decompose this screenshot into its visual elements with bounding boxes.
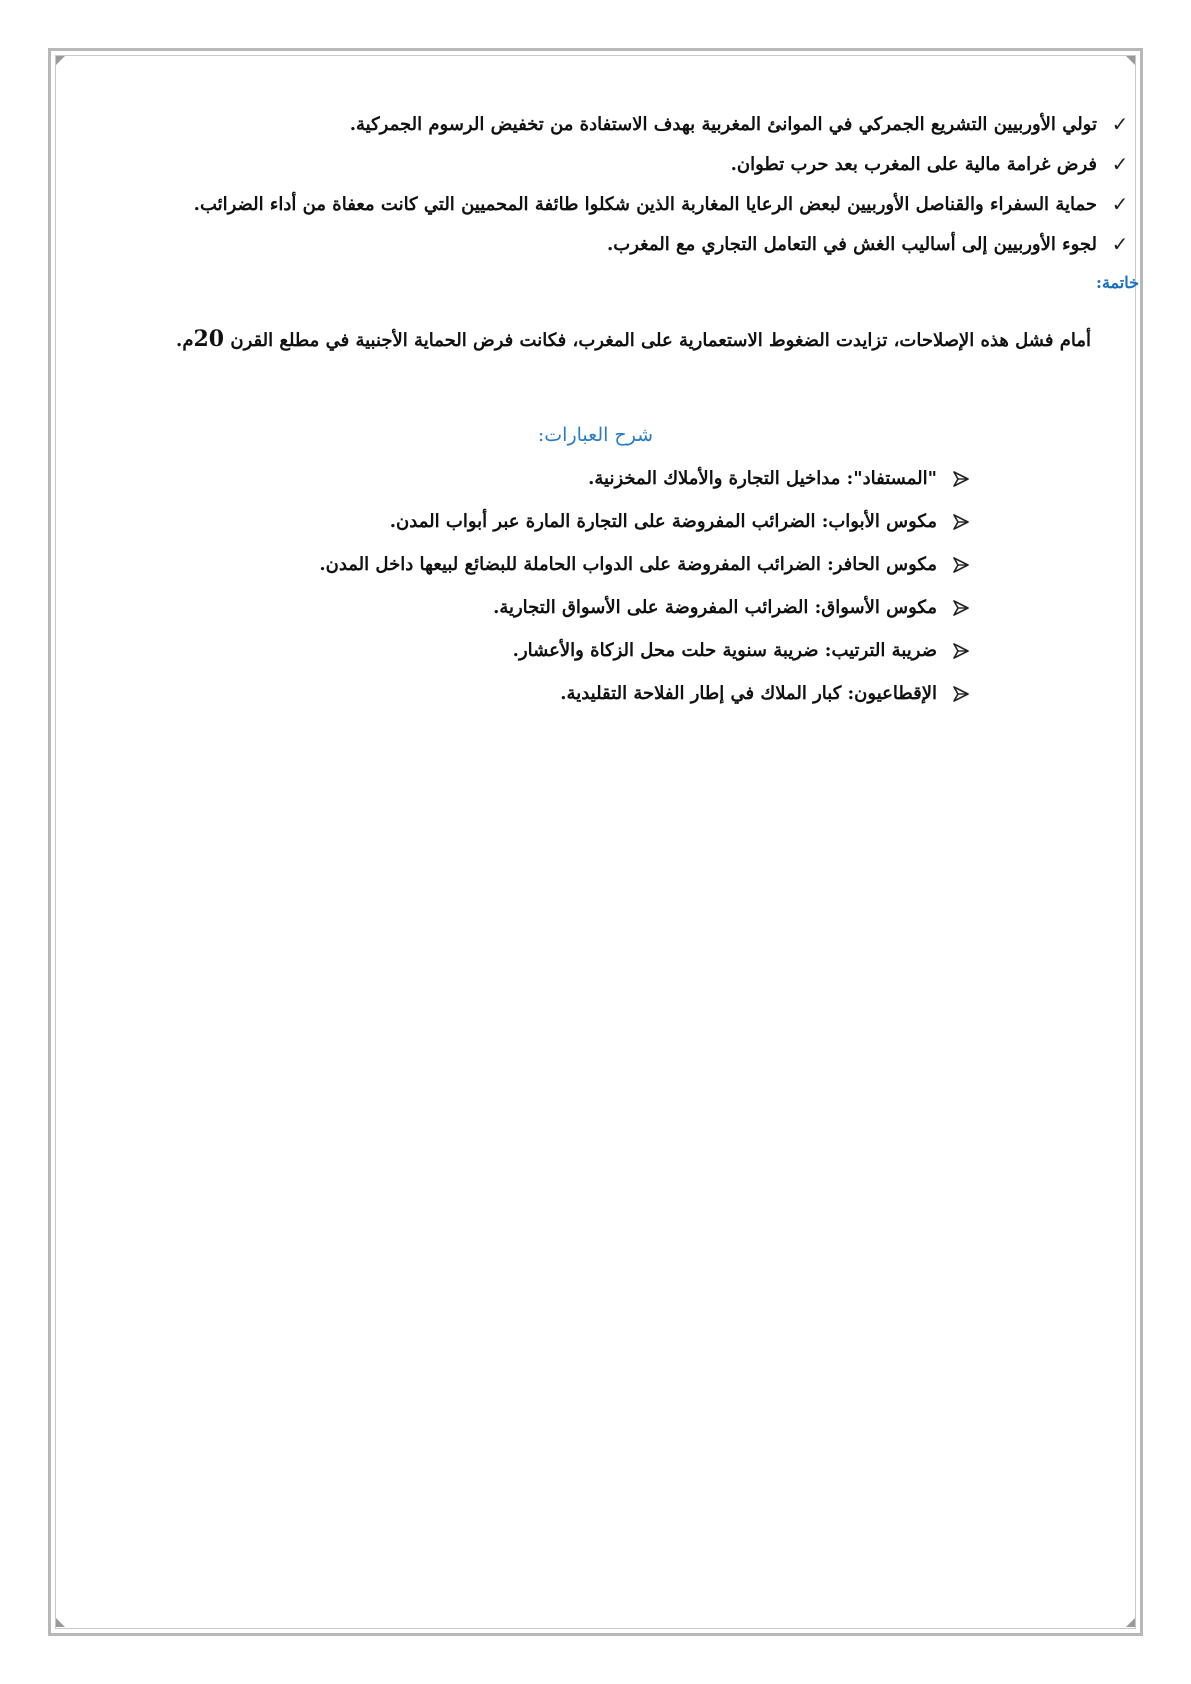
- arrow-bullet-icon: [949, 641, 971, 661]
- glossary-item: [493, 597, 971, 618]
- checkmark-icon: ✓: [1111, 152, 1129, 176]
- list-item: [350, 112, 1131, 136]
- list-item-text: تولي الأوربيين التشريع الجمركي في الموانئ المغربية بهدف الاستفادة من تخفيض الرسوم الجمركية.: [349, 113, 1097, 135]
- conclusion-paragraph: [176, 326, 1091, 352]
- corner-ornament: [56, 56, 65, 65]
- list-item: [607, 232, 1131, 256]
- list-item-text: لجوء الأوربيين إلى أساليب الغش في التعامل التجاري مع المغرب.: [607, 233, 1097, 255]
- list-item-text: فرض غرامة مالية على المغرب بعد حرب تطوان.: [730, 153, 1097, 175]
- glossary-item-text: مكوس الأبواب: الضرائب المفروضة على التجارة المارة عبر أبواب المدن.: [389, 511, 937, 532]
- list-item: [194, 192, 1131, 216]
- arrow-bullet-icon: [949, 598, 971, 618]
- glossary-item-text: مكوس الحافر: الضرائب المفروضة على الدواب الحاملة للبضائع لبيعها داخل المدن.: [319, 554, 937, 575]
- list-item: [731, 152, 1131, 176]
- list-item-text: حماية السفراء والقناصل الأوربيين لبعض الرعايا المغاربة الذين شكلوا طائفة المحميين التي كانت معفاة من أداء الضرائب.: [193, 193, 1097, 215]
- checkmark-icon: ✓: [1111, 232, 1129, 256]
- glossary-title: شرح العبارات:: [537, 424, 654, 446]
- conclusion-text-after: م.: [176, 330, 194, 351]
- corner-ornament: [1126, 56, 1135, 65]
- glossary-item: [319, 554, 971, 575]
- arrow-bullet-icon: [949, 512, 971, 532]
- corner-ornament: [56, 1618, 65, 1627]
- corner-ornament: [1126, 1618, 1135, 1627]
- arrow-bullet-icon: [949, 684, 971, 704]
- glossary-item: [390, 511, 971, 532]
- conclusion-heading: خاتمة:: [1096, 273, 1139, 292]
- checkmark-icon: ✓: [1111, 112, 1129, 136]
- glossary-item-text: الإقطاعيون: كبار الملاك في إطار الفلاحة التقليدية.: [560, 683, 937, 704]
- glossary-item-text: مكوس الأسواق: الضرائب المفروضة على الأسواق التجارية.: [493, 597, 937, 618]
- checkmark-icon: ✓: [1111, 192, 1129, 216]
- glossary-item: [513, 640, 971, 661]
- glossary-item-text: ضريبة الترتيب: ضريبة سنوية حلت محل الزكاة والأعشار.: [512, 640, 937, 661]
- arrow-bullet-icon: [949, 555, 971, 575]
- glossary-item: [560, 683, 971, 704]
- arrow-bullet-icon: [949, 469, 971, 489]
- glossary-item-text: "المستفاد": مداخيل التجارة والأملاك المخزنية.: [588, 468, 937, 489]
- conclusion-text-before: أمام فشل هذه الإصلاحات، تزايدت الضغوط الاستعمارية على المغرب، فكانت فرض الحماية الأجنبية في مطلع القرن: [224, 330, 1091, 351]
- glossary-item: [588, 468, 971, 489]
- page-border-inner: [55, 55, 1136, 1629]
- century-number: 20: [193, 326, 225, 352]
